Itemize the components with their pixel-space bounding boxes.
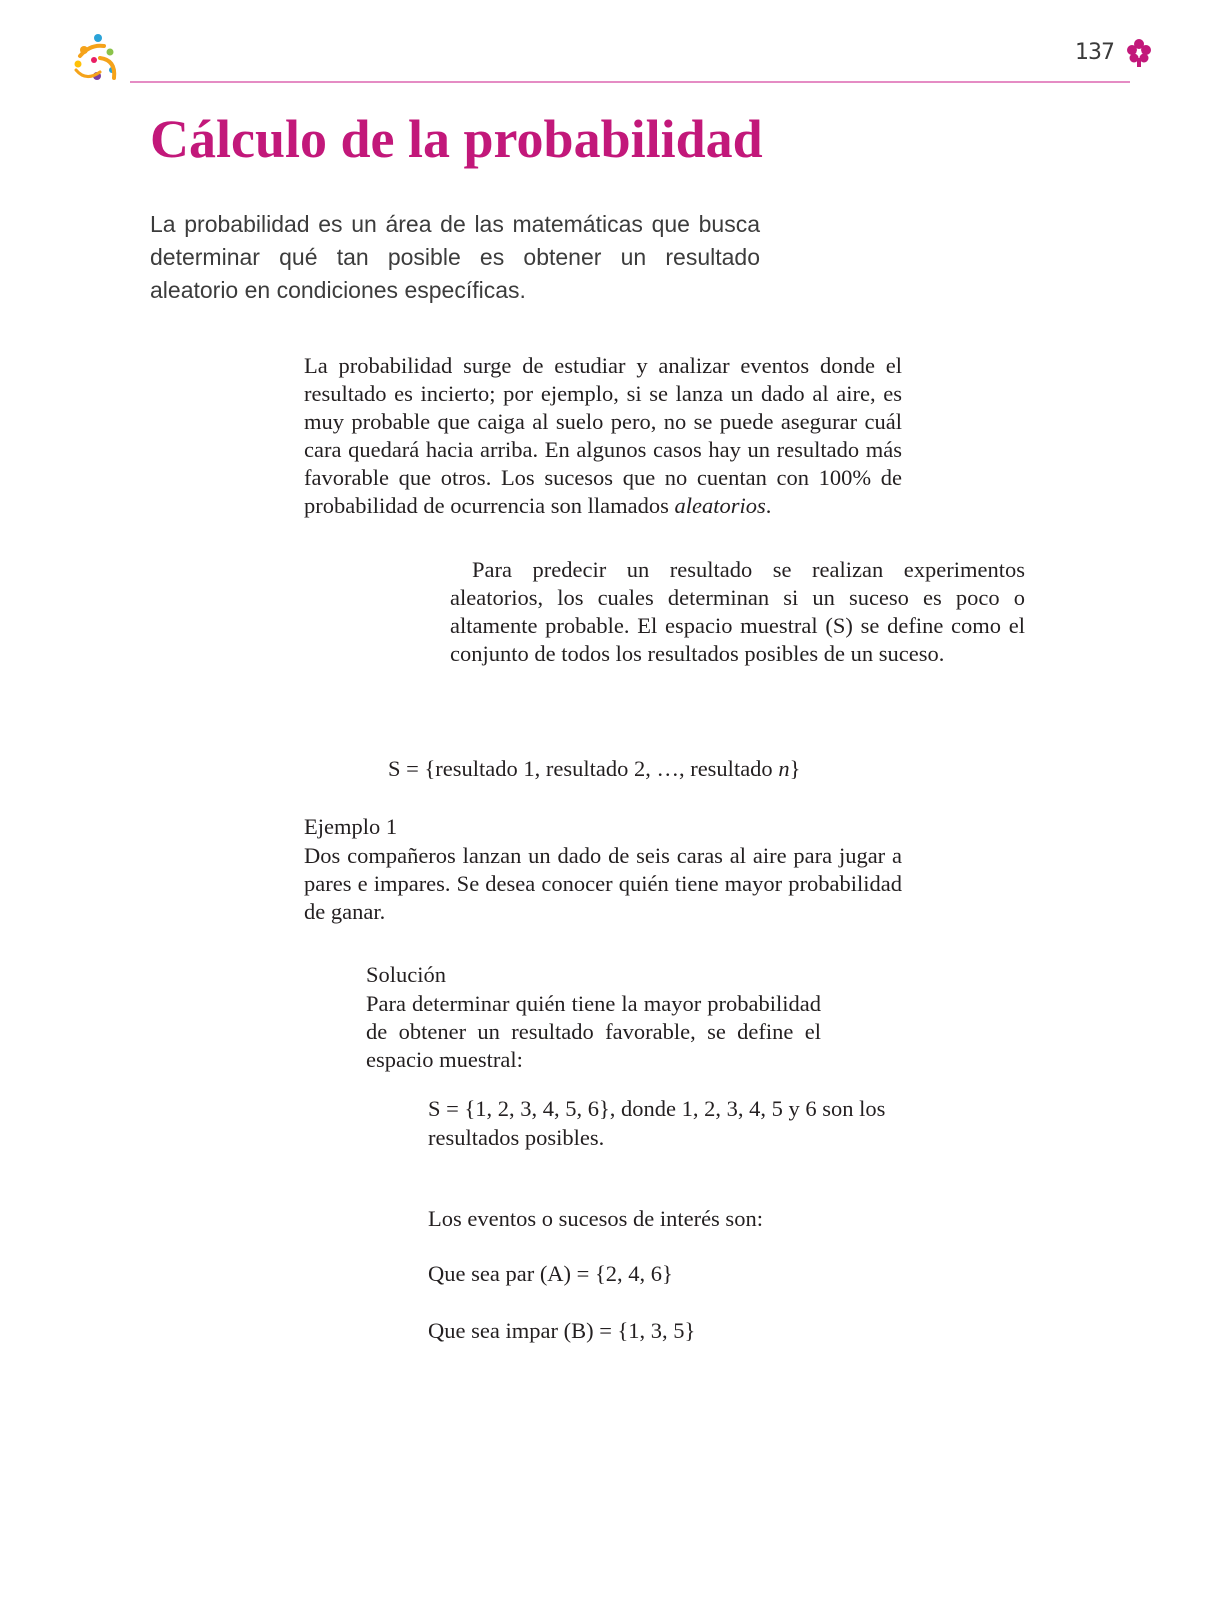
solution-text: Para determinar quién tiene la mayor probabilidad de obtener un resultado favorable, se define el espacio muestral:	[366, 991, 821, 1072]
paragraph-text: La probabilidad surge de estudiar y analizar eventos donde el resultado es incierto; por ejemplo, si se lanza un dado al aire, es muy probable que caiga al suelo pero, no se puede asegurar cuál cara quedará hacia arriba. En algunos casos hay un resultado más favorable que otros. Los sucesos que no cuentan con 100% de probabilidad de ocurrencia son llamados	[304, 353, 902, 518]
emphasis-term: aleatorios	[674, 493, 766, 518]
example-text: Dos compañeros lanzan un dado de seis caras al aire para jugar a pares e impares. Se desea conocer quién tiene mayor probabilidad de ganar.	[304, 843, 902, 924]
solution-label: Solución	[366, 962, 447, 987]
page-title: Cálculo de la probabilidad	[150, 109, 763, 169]
formula-prefix: S = {resultado 1, resultado 2, …, resultado	[388, 756, 779, 781]
example-label: Ejemplo 1	[304, 814, 398, 839]
formula-suffix: }	[789, 756, 801, 781]
sample-space-formula	[388, 756, 800, 782]
page-number: 137	[1075, 40, 1114, 65]
event-odd: Que sea impar (B) = {1, 3, 5}	[428, 1318, 696, 1343]
sample-space-example: S = {1, 2, 3, 4, 5, 6}, donde 1, 2, 3, 4, 5 y 6 son los resultados posibles.	[428, 1096, 886, 1150]
flower-icon	[1124, 38, 1154, 68]
paragraph-sample-space: Para predecir un resultado se realizan experimentos aleatorios, los cuales determinan si un suceso es poco o altamente probable. El espacio muestral (S) se define como el conjunto de todos los resultados posibles de un suceso.	[450, 557, 1025, 666]
events-intro: Los eventos o sucesos de interés son:	[428, 1206, 763, 1231]
formula-variable: n	[778, 756, 790, 781]
event-even: Que sea par (A) = {2, 4, 6}	[428, 1261, 673, 1286]
paragraph-end: .	[765, 493, 772, 518]
header-rule	[130, 81, 1130, 83]
paragraph-randomness	[304, 352, 902, 520]
dots-logo-icon	[70, 30, 130, 90]
intro-paragraph: La probabilidad es un área de las matemáticas que busca determinar qué tan posible es obtener un resultado aleatorio en condiciones específicas.	[150, 211, 760, 303]
